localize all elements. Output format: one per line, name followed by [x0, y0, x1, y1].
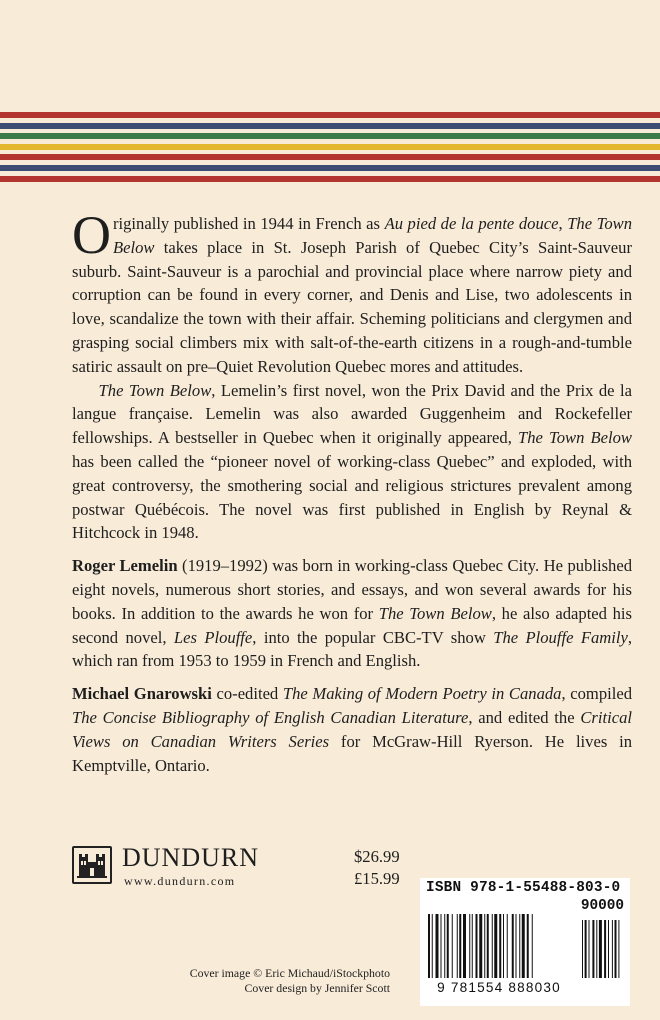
cover-design-credit: Cover design by Jennifer Scott — [244, 981, 390, 995]
color-stripes — [0, 112, 660, 186]
castle-icon — [72, 846, 112, 884]
addon-bar — [615, 920, 617, 978]
stripe-red — [0, 176, 660, 182]
price-code: 90000 — [580, 898, 624, 914]
author-name: Roger Lemelin — [72, 556, 178, 576]
editor-name: Michael Gnarowski — [72, 684, 212, 704]
addon-bar — [618, 920, 619, 978]
barcode-bar — [476, 914, 478, 978]
barcode-bar — [487, 914, 489, 978]
isbn-label: ISBN 978-1-55488-803-0 — [426, 880, 621, 896]
stripe-navy — [0, 165, 660, 171]
cover-image-credit: Cover image © Eric Michaud/iStockphoto — [189, 966, 390, 980]
barcode-bar — [452, 914, 453, 978]
addon-bar — [612, 920, 613, 978]
isbn-barcode — [420, 878, 630, 1006]
barcode-bar — [503, 914, 504, 978]
blurb-paragraph-2: The Town Below, Lemelin’s first novel, won the Prix David and the Prix de la langue française. Lemelin was also awarded Guggenheim and Rockefeller fellowships. A bestseller in Quebec when it originally appeared, The Town Below has been called the “pioneer novel of working-class Quebec” and exploded, with great controversy, the smothering social and religious strictures prevalent among postwar Québécois. The novel was first published in English by Reynal & Hitchcock in 1948. — [72, 380, 632, 543]
barcode-bar — [532, 914, 533, 978]
barcode-bar — [484, 914, 485, 978]
addon-bar — [599, 920, 602, 978]
barcode-bar — [441, 914, 442, 978]
barcode-bar — [519, 914, 520, 978]
barcode-digits: 9 781554 888030 — [437, 980, 561, 995]
barcode-bars — [426, 914, 626, 982]
barcode-bar — [516, 914, 517, 978]
publisher-name: DUNDURN — [122, 843, 259, 872]
barcode-bar — [472, 914, 473, 978]
editor-bio: Michael Gnarowski co-edited The Making of Modern Poetry in Canada, compiled The Concise Bibliography of English Canadian Literature, and edited the Critical Views on Canadian Writers Series for McGraw-Hill Ryerson. He lives in Kemptville, Ontario. — [72, 684, 633, 775]
addon-bar — [592, 920, 594, 978]
addon-bar — [596, 920, 597, 978]
barcode-bar — [428, 914, 430, 978]
addon-bar — [582, 920, 583, 978]
barcode-bar — [522, 914, 525, 978]
barcode-bar — [494, 914, 497, 978]
barcode-bar — [479, 914, 482, 978]
barcode-bar — [499, 914, 501, 978]
addon-bar — [585, 920, 587, 978]
barcode-bar — [492, 914, 493, 978]
back-cover-text — [72, 205, 633, 777]
prices — [354, 846, 400, 890]
price-gbp: £15.99 — [354, 869, 400, 888]
barcode-bar — [469, 914, 470, 978]
publisher-logo — [72, 844, 332, 894]
barcode-bar — [512, 914, 514, 978]
author-bio: Roger Lemelin (1919–1992) was born in working-class Quebec City. He published eight novels, numerous short stories, and essays, and won several awards for his books. In addition to the awards he won for The Town Below, he also adapted his second novel, Les Plouffe, into the popular CBC-TV show The Plouffe Family, which ran from 1953 to 1959 in French and English. — [72, 556, 632, 671]
barcode-bar — [436, 914, 439, 978]
cover-credits — [150, 966, 390, 996]
barcode-bar — [459, 914, 461, 978]
barcode-bar — [527, 914, 529, 978]
stripe-yellow — [0, 144, 660, 150]
barcode-bar — [457, 914, 458, 978]
barcode-bar — [507, 914, 508, 978]
addon-bar — [604, 920, 606, 978]
blurb-paragraph-1: Originally published in 1944 in French as Au pied de la pente douce, The Town Below takes place in St. Joseph Parish of Quebec City’s Saint-Sauveur suburb. Saint-Sauveur is a parochial and provincial place where narrow piety and corruption can be found in every corner, and Denis and Lise, two adolescents in love, scandalize the town with their affair. Scheming politicians and clergymen and grasping social climbers mix with salt-of-the-earth citizens in a rough-and-tumble satiric assault on pre–Quiet Revolution Quebec mores and attitudes. — [72, 205, 633, 376]
addon-bar — [608, 920, 609, 978]
drop-cap: O — [72, 205, 111, 265]
barcode-bar — [432, 914, 433, 978]
barcode-bar — [447, 914, 449, 978]
price-usd: $26.99 — [354, 847, 400, 866]
barcode-bar — [444, 914, 445, 978]
stripe-navy — [0, 123, 660, 129]
stripe-red — [0, 154, 660, 160]
addon-bar — [589, 920, 590, 978]
barcode-bar — [463, 914, 466, 978]
stripe-red — [0, 112, 660, 118]
publisher-url: www.dundurn.com — [124, 874, 236, 888]
stripe-green — [0, 133, 660, 139]
